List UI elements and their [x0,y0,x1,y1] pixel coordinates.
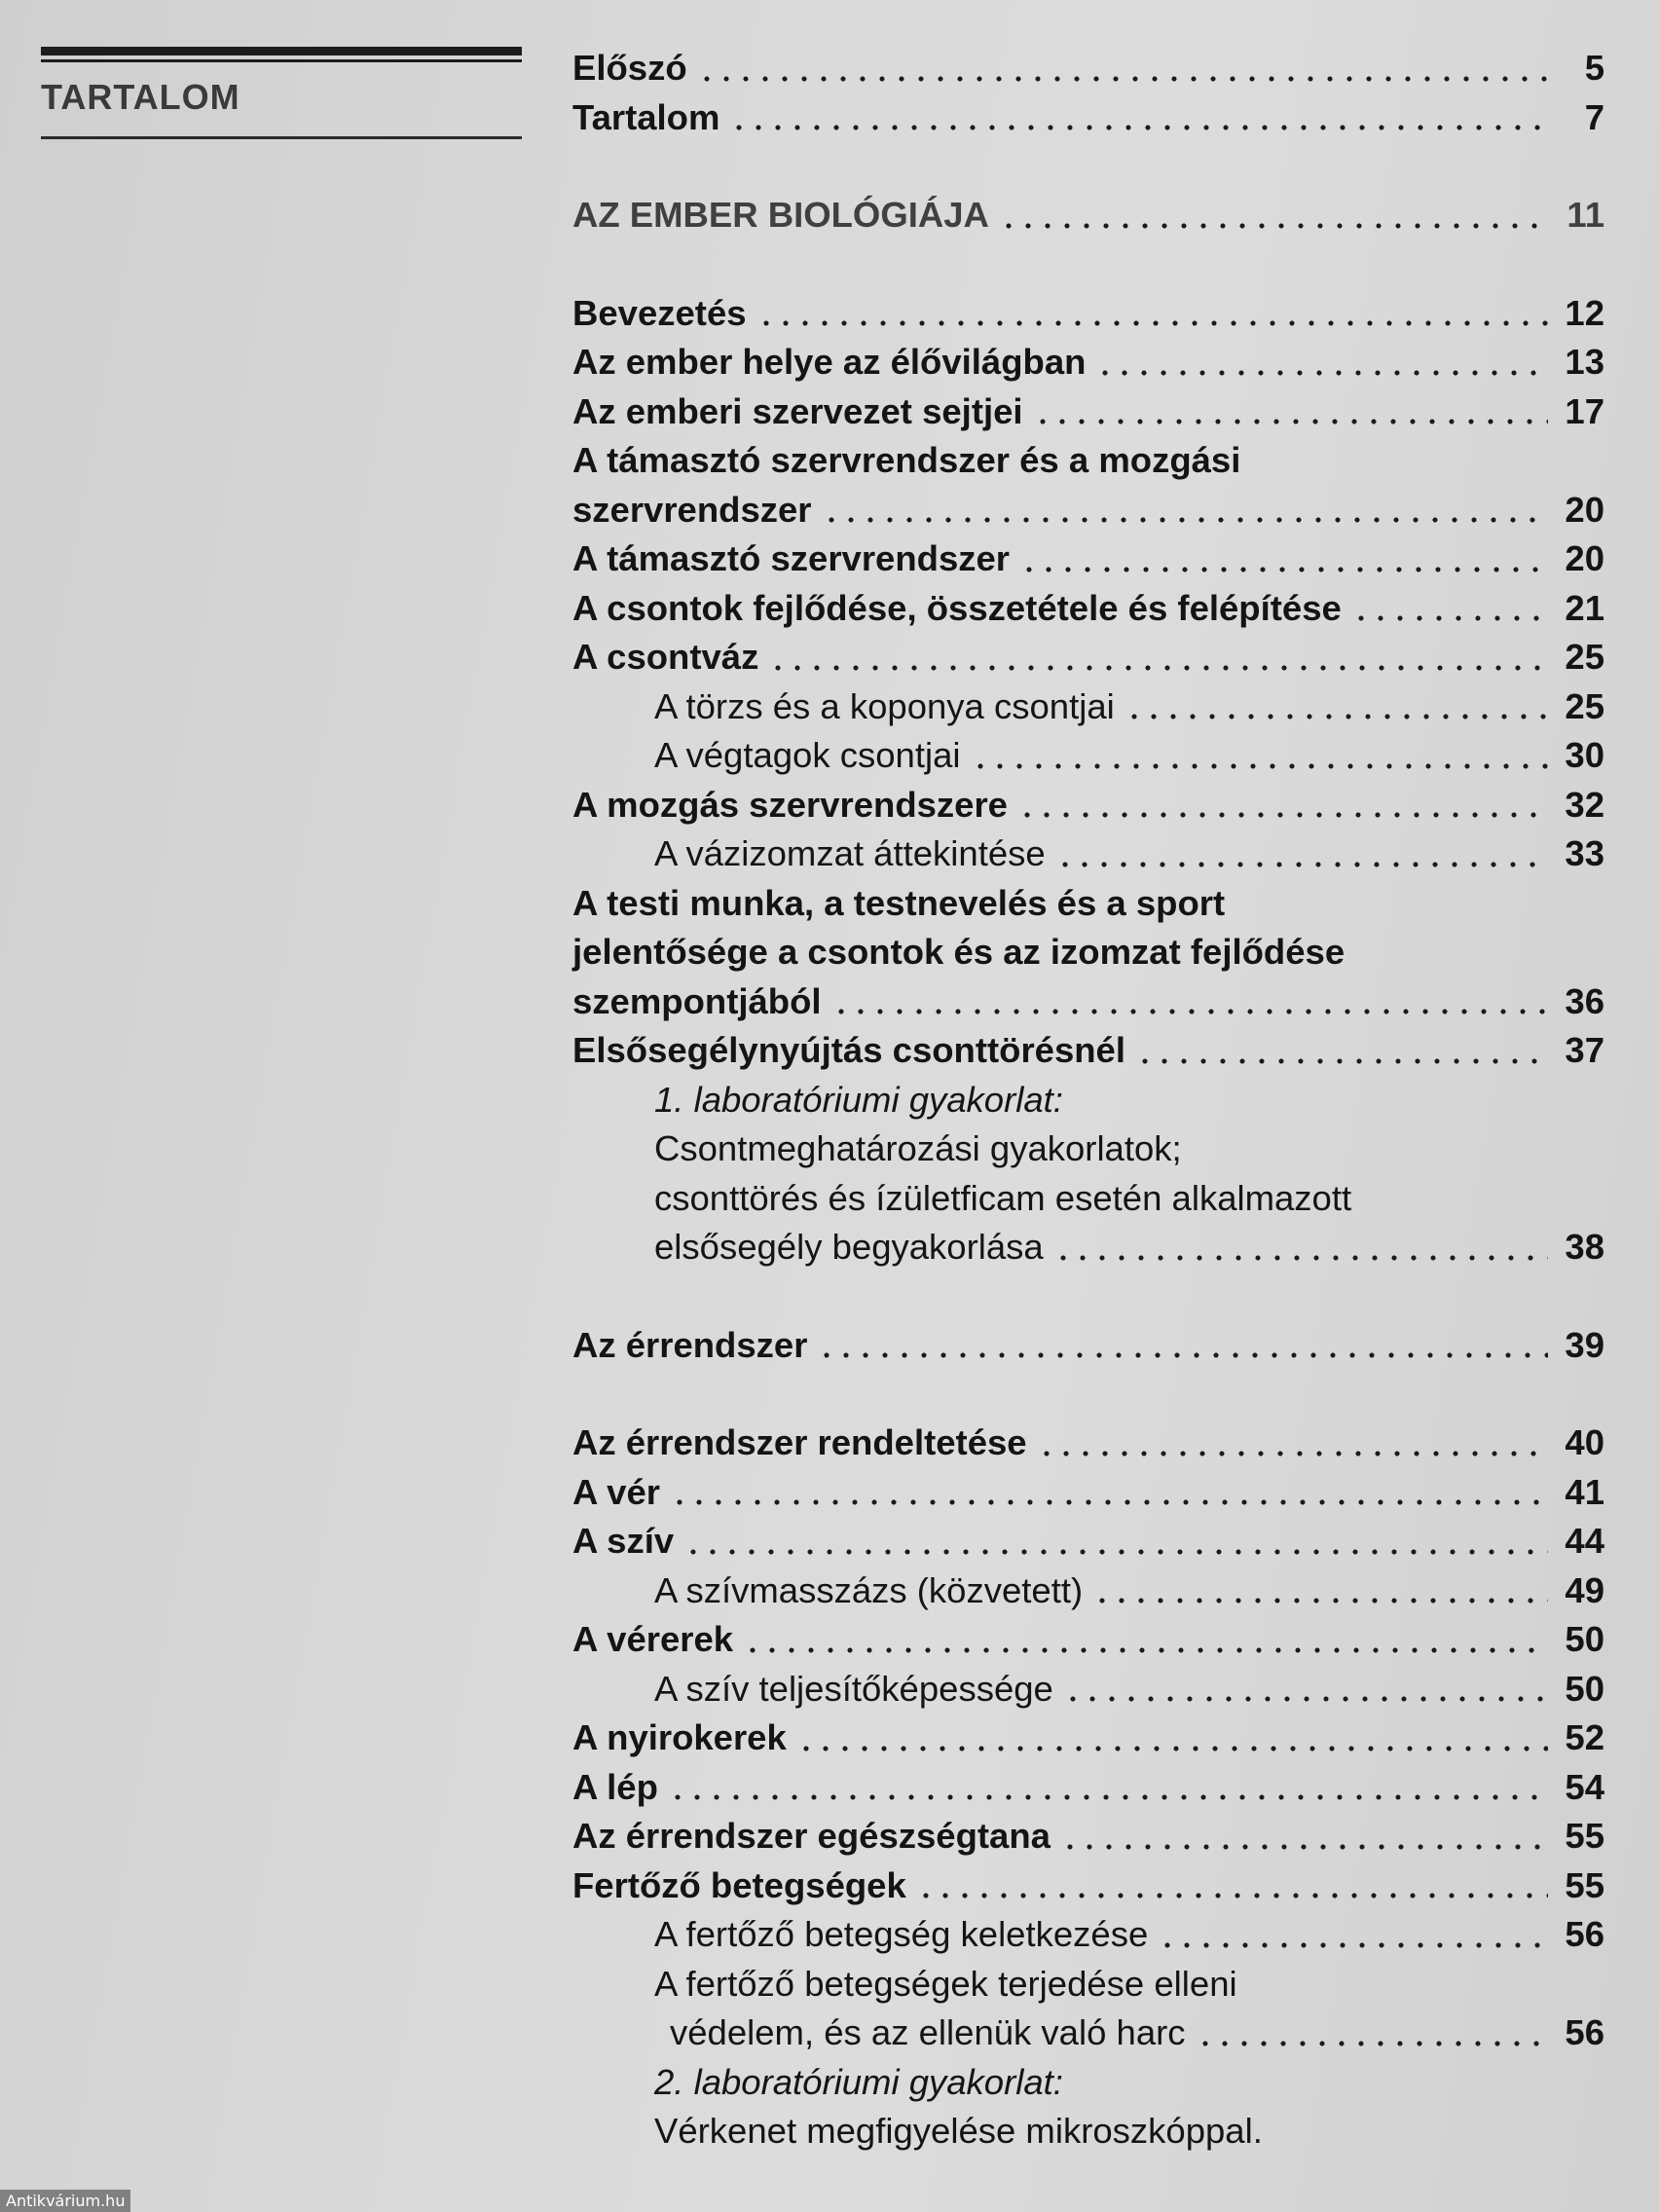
toc-entry-title: AZ EMBER BIOLÓGIÁJA [572,195,989,235]
toc-entry-title: Előszó [572,48,687,88]
toc-entry-title: csonttörés és ízületficam esetén alkalmazott [654,1177,1352,1218]
toc-entry-title: Az érrendszer [572,1324,808,1365]
toc-entry-page: 13 [1565,342,1604,382]
toc-entry [572,191,1604,240]
toc-entry-title: szervrendszer [572,489,812,530]
dot-leader [1055,830,1548,879]
toc-entry [572,1076,1604,1125]
sidebar-rule-thin [41,59,522,62]
dot-leader [1351,584,1548,634]
table-of-contents [572,44,1604,2157]
toc-entry-title: A szív teljesítőképessége [654,1668,1053,1709]
toc-entry [572,830,1604,879]
toc-entry-page: 38 [1565,1227,1604,1267]
dot-leader [1135,1026,1548,1076]
toc-entry-title: 1. laboratóriumi gyakorlat: [654,1079,1063,1120]
toc-entry-page: 32 [1565,784,1604,825]
dot-leader [668,1763,1548,1813]
toc-entry-page: 36 [1565,980,1604,1021]
dot-leader [1196,2009,1548,2058]
dot-leader [1095,338,1548,387]
section-gap [572,1272,1604,1321]
toc-entry [572,1468,1604,1518]
dot-leader [670,1468,1548,1518]
toc-entry-page: 11 [1567,195,1604,235]
dot-leader [683,1517,1548,1567]
toc-entry [572,879,1604,929]
dot-leader [796,1714,1548,1763]
toc-entry-page: 56 [1565,1914,1604,1954]
dot-leader [756,289,1548,339]
dot-leader [817,1321,1548,1371]
toc-entry-title: Az emberi szervezet sejtjei [572,390,1023,431]
toc-entry-title: szempontjából [572,980,822,1021]
toc-entry-page: 52 [1565,1717,1604,1757]
toc-entry-title: Tartalom [572,96,720,137]
toc-entry-page: 12 [1565,292,1604,333]
toc-entry [572,731,1604,781]
toc-entry-title: A testi munka, a testnevelés és a sport [572,882,1226,923]
toc-entry-page: 21 [1565,587,1604,628]
dot-leader [1033,387,1548,437]
toc-entry-title: Elsősegélynyújtás csonttörésnél [572,1030,1125,1070]
sidebar [41,47,522,139]
toc-entry-title: Az érrendszer egészségtana [572,1816,1051,1856]
dot-leader [743,1615,1548,1665]
toc-entry [572,977,1604,1027]
toc-entry [572,1763,1604,1813]
dot-leader [1063,1665,1548,1714]
toc-entry-page: 55 [1565,1864,1604,1905]
toc-entry-page: 49 [1565,1569,1604,1610]
toc-entry-title: jelentősége a csontok és az izomzat fejlődése [572,932,1346,972]
toc-entry-page: 37 [1565,1030,1604,1070]
toc-entry-title: elsősegély begyakorlása [654,1227,1044,1267]
toc-entry-title: A csontok fejlődése, összetétele és felépítése [572,587,1342,628]
dot-leader [916,1862,1548,1911]
toc-entry-page: 50 [1565,1619,1604,1659]
toc-entry [572,1174,1604,1224]
toc-entry [572,1812,1604,1862]
toc-entry-page: 20 [1565,489,1604,530]
toc-entry [572,1517,1604,1567]
sidebar-rule-bottom [41,136,522,139]
toc-entry [572,44,1604,93]
toc-entry-title: 2. laboratóriumi gyakorlat: [654,2061,1063,2102]
toc-entry-page: 25 [1565,637,1604,677]
toc-entry-page: 40 [1565,1422,1604,1462]
toc-entry [572,1910,1604,1960]
toc-entry [572,633,1604,682]
watermark: Antikvárium.hu [0,2190,130,2212]
toc-entry [572,338,1604,387]
toc-entry-title: Bevezetés [572,292,747,333]
dot-leader [1037,1419,1548,1468]
toc-entry-title: A vér [572,1471,660,1512]
toc-entry [572,1567,1604,1616]
toc-entry-title: Az érrendszer rendeltetése [572,1422,1027,1462]
toc-entry-title: A csontváz [572,637,759,677]
toc-entry-title: Vérkenet megfigyelése mikroszkóppal. [654,2111,1263,2151]
toc-entry-title: A támasztó szervrendszer és a mozgási [572,440,1241,480]
toc-entry-page: 44 [1565,1521,1604,1561]
toc-entry-page: 56 [1565,2012,1604,2052]
toc-entry-title: A törzs és a koponya csontjai [654,685,1115,726]
dot-leader [1092,1567,1548,1616]
toc-entry [572,1615,1604,1665]
section-gap [572,1370,1604,1419]
toc-entry [572,1124,1604,1174]
toc-entry-page: 17 [1565,390,1604,431]
dot-leader [831,977,1548,1027]
toc-entry [572,928,1604,977]
sidebar-title: TARTALOM [41,77,240,117]
toc-entry [572,1862,1604,1911]
toc-entry [572,1419,1604,1468]
dot-leader [1124,682,1548,732]
toc-entry-title: A vázizomzat áttekintése [654,833,1046,873]
dot-leader [1017,781,1548,830]
toc-entry-page: 20 [1565,538,1604,578]
toc-entry-title: A szív [572,1521,675,1561]
toc-entry-title: A fertőző betegség keletkezése [654,1914,1149,1954]
toc-entry [572,1321,1604,1371]
toc-entry-title: A végtagok csontjai [654,735,961,775]
dot-leader [697,44,1548,93]
toc-entry [572,1665,1604,1714]
toc-entry [572,387,1604,437]
toc-entry-page: 55 [1565,1816,1604,1856]
toc-entry-title: A támasztó szervrendszer [572,538,1010,578]
toc-entry [572,584,1604,634]
toc-entry [572,1960,1604,2009]
toc-entry-title: A vérerek [572,1619,734,1659]
dot-leader [768,633,1548,682]
dot-leader [1053,1223,1548,1272]
dot-leader [729,93,1548,143]
toc-entry-title: Csontmeghatározási gyakorlatok; [654,1128,1182,1168]
toc-entry-title: A lép [572,1766,658,1807]
toc-entry-title: védelem, és az ellenük való harc [670,2012,1186,2052]
toc-entry-title: A mozgás szervrendszere [572,784,1008,825]
dot-leader [999,191,1548,240]
toc-entry-title: A fertőző betegségek terjedése elleni [654,1963,1237,2004]
toc-entry [572,436,1604,486]
toc-entry [572,1714,1604,1763]
dot-leader [822,486,1548,535]
toc-entry-page: 39 [1565,1324,1604,1365]
toc-entry [572,682,1604,732]
dot-leader [971,731,1548,781]
toc-entry [572,2107,1604,2157]
dot-leader [1019,535,1548,584]
section-gap [572,142,1604,191]
toc-entry-title: Az ember helye az élővilágban [572,342,1087,382]
section-gap [572,240,1604,289]
toc-entry [572,1026,1604,1076]
dot-leader [1158,1910,1548,1960]
toc-entry-page: 33 [1565,833,1604,873]
toc-entry-page: 7 [1584,96,1604,137]
toc-entry [572,2009,1604,2058]
dot-leader [1060,1812,1548,1862]
toc-entry [572,1223,1604,1272]
toc-entry [572,2058,1604,2108]
toc-entry [572,781,1604,830]
toc-entry-page: 30 [1565,735,1604,775]
toc-entry-page: 50 [1565,1668,1604,1709]
toc-entry [572,93,1604,143]
toc-entry-title: A szívmasszázs (közvetett) [654,1569,1084,1610]
toc-entry-title: Fertőző betegségek [572,1864,906,1905]
toc-entry-page: 5 [1584,48,1604,88]
toc-entry [572,289,1604,339]
toc-entry-page: 54 [1565,1766,1604,1807]
toc-entry-page: 25 [1565,685,1604,726]
toc-entry-page: 41 [1565,1471,1604,1512]
toc-entry-title: A nyirokerek [572,1717,787,1757]
sidebar-rule-thick [41,47,522,55]
toc-entry [572,486,1604,535]
toc-entry [572,535,1604,584]
